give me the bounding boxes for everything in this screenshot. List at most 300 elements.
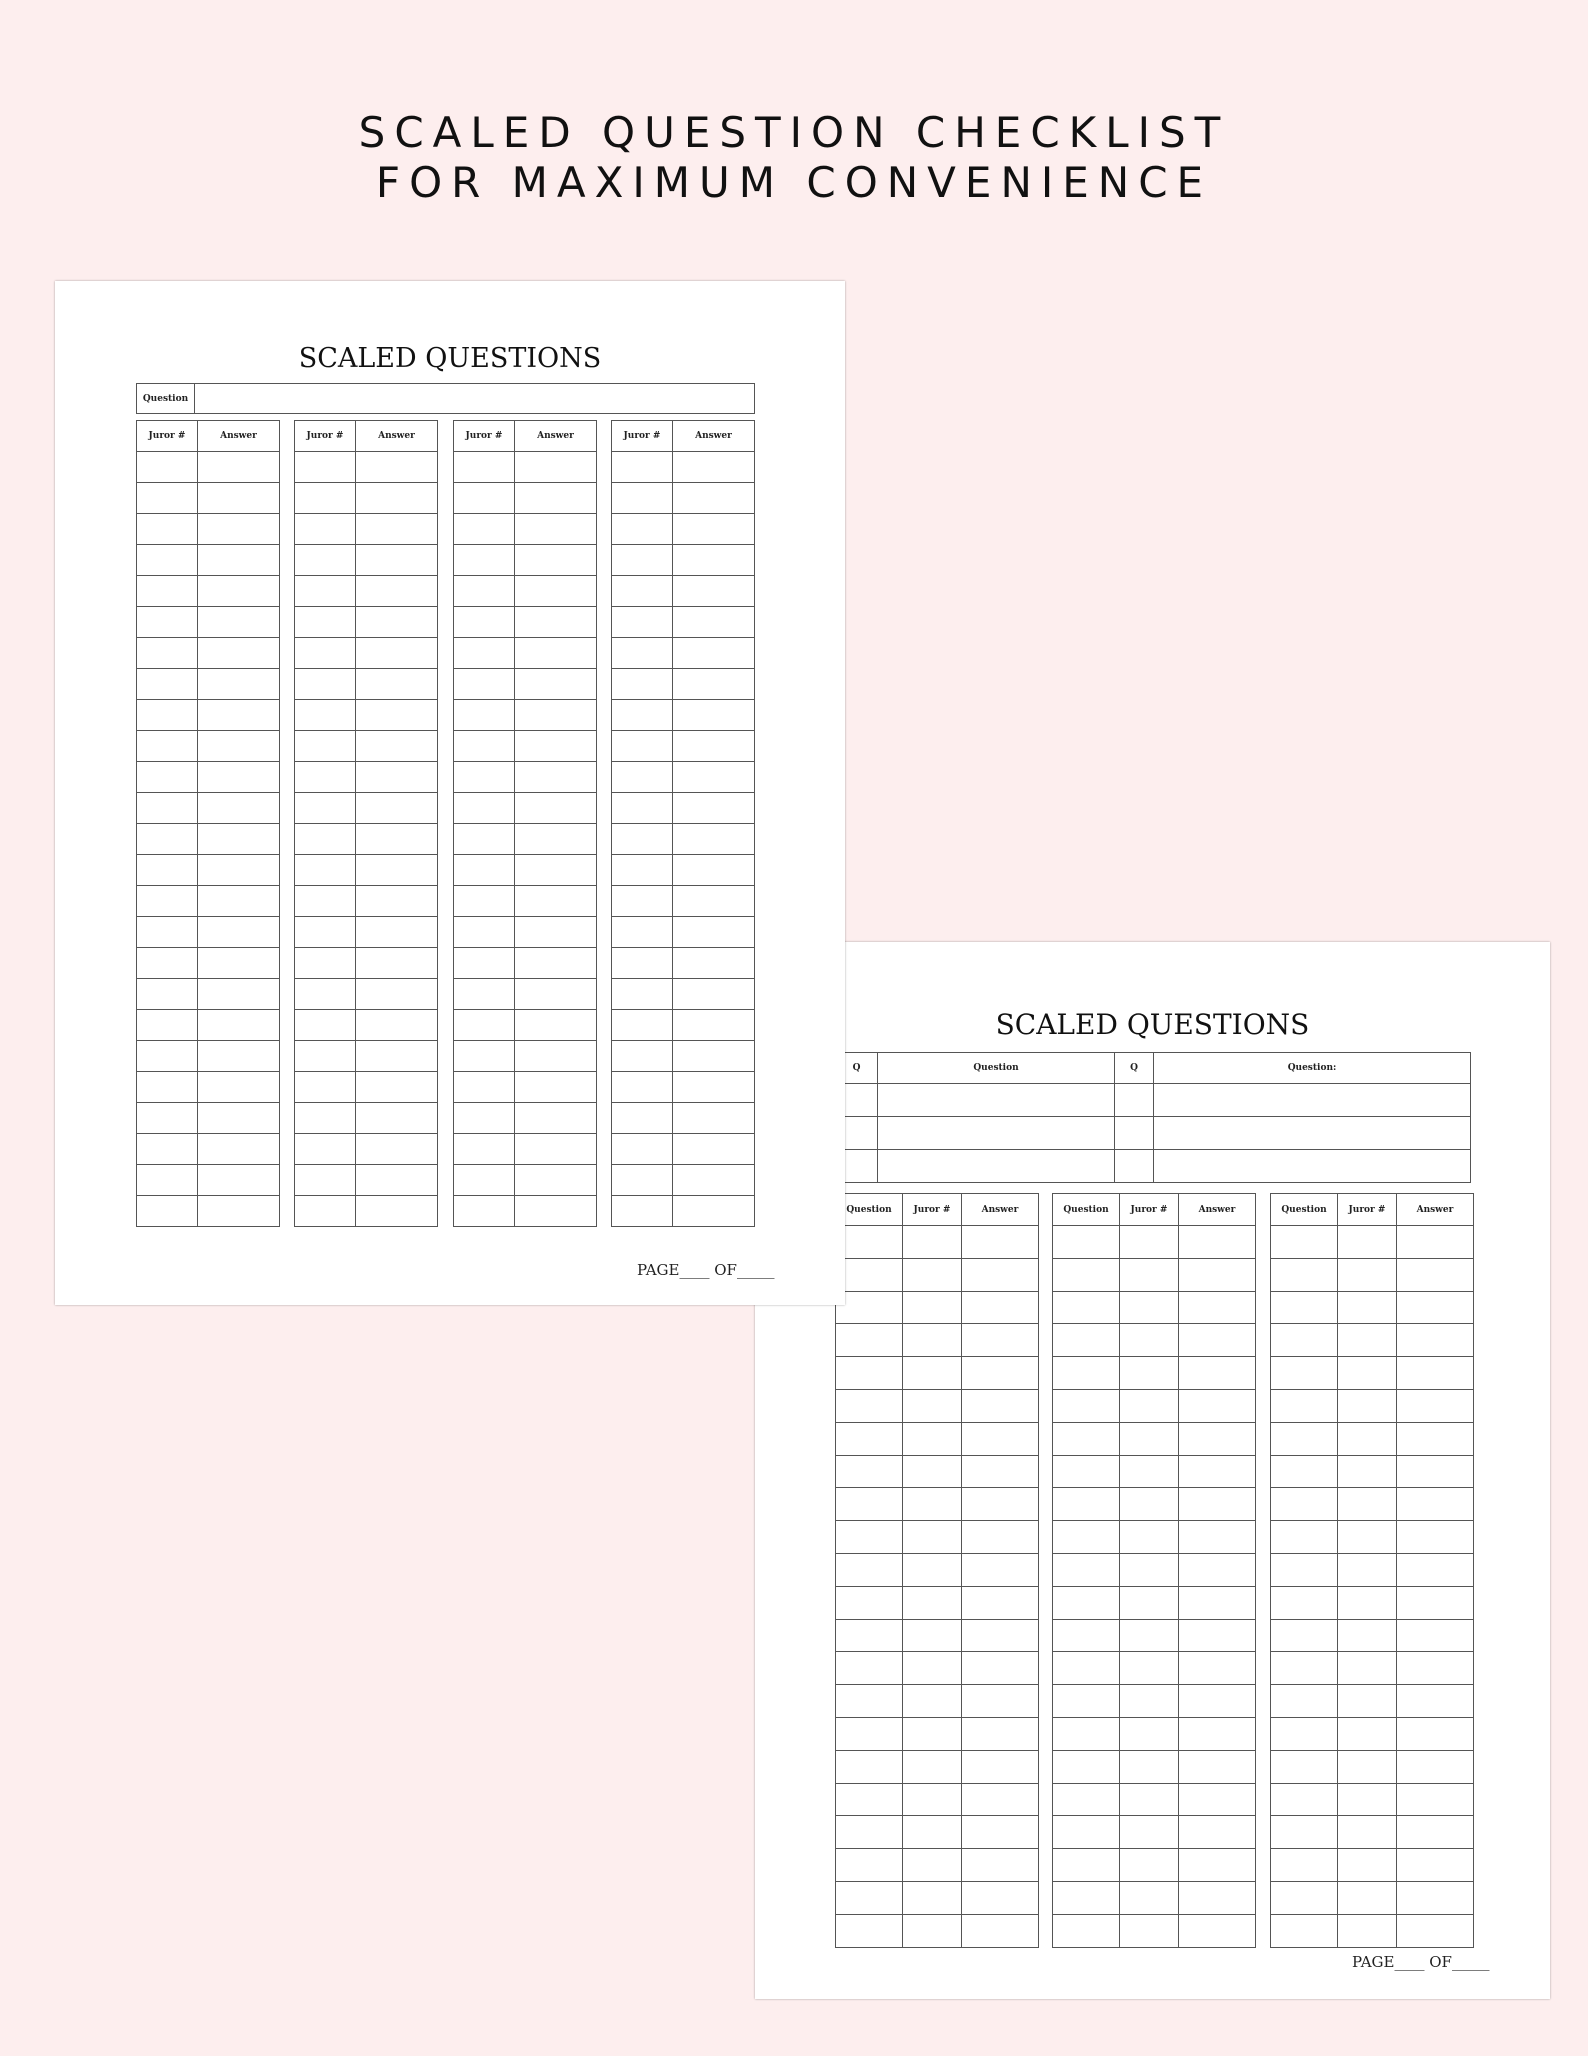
- entry-cell[interactable]: [198, 886, 280, 917]
- question-cell[interactable]: [1154, 1117, 1471, 1150]
- entry-cell[interactable]: [1120, 1455, 1179, 1488]
- entry-cell[interactable]: [962, 1488, 1039, 1521]
- entry-cell[interactable]: [836, 1455, 903, 1488]
- entry-cell[interactable]: [612, 483, 673, 514]
- entry-cell[interactable]: [1179, 1455, 1256, 1488]
- entry-cell[interactable]: [1179, 1226, 1256, 1259]
- entry-cell[interactable]: [1053, 1553, 1120, 1586]
- entry-cell[interactable]: [454, 855, 515, 886]
- entry-cell[interactable]: [903, 1324, 962, 1357]
- entry-cell[interactable]: [515, 638, 597, 669]
- entry-cell[interactable]: [673, 1072, 755, 1103]
- entry-cell[interactable]: [295, 824, 356, 855]
- entry-cell[interactable]: [198, 638, 280, 669]
- entry-cell[interactable]: [515, 576, 597, 607]
- entry-cell[interactable]: [295, 855, 356, 886]
- entry-cell[interactable]: [454, 1134, 515, 1165]
- entry-cell[interactable]: [295, 638, 356, 669]
- entry-cell[interactable]: [673, 700, 755, 731]
- entry-cell[interactable]: [1271, 1914, 1338, 1947]
- entry-cell[interactable]: [356, 638, 438, 669]
- entry-cell[interactable]: [515, 948, 597, 979]
- entry-cell[interactable]: [836, 1816, 903, 1849]
- entry-cell[interactable]: [962, 1685, 1039, 1718]
- entry-cell[interactable]: [515, 1041, 597, 1072]
- entry-cell[interactable]: [356, 576, 438, 607]
- entry-cell[interactable]: [295, 917, 356, 948]
- entry-cell[interactable]: [962, 1553, 1039, 1586]
- entry-cell[interactable]: [1271, 1422, 1338, 1455]
- entry-cell[interactable]: [356, 793, 438, 824]
- entry-cell[interactable]: [137, 793, 198, 824]
- entry-cell[interactable]: [903, 1652, 962, 1685]
- entry-cell[interactable]: [454, 762, 515, 793]
- entry-cell[interactable]: [673, 1010, 755, 1041]
- entry-cell[interactable]: [454, 669, 515, 700]
- entry-cell[interactable]: [295, 514, 356, 545]
- entry-cell[interactable]: [137, 483, 198, 514]
- entry-cell[interactable]: [356, 483, 438, 514]
- entry-cell[interactable]: [1053, 1455, 1120, 1488]
- entry-cell[interactable]: [903, 1291, 962, 1324]
- entry-cell[interactable]: [356, 700, 438, 731]
- entry-cell[interactable]: [1179, 1422, 1256, 1455]
- entry-cell[interactable]: [1338, 1324, 1397, 1357]
- entry-cell[interactable]: [1338, 1521, 1397, 1554]
- entry-cell[interactable]: [612, 1196, 673, 1227]
- entry-cell[interactable]: [295, 1165, 356, 1196]
- entry-cell[interactable]: [612, 824, 673, 855]
- entry-cell[interactable]: [137, 948, 198, 979]
- entry-cell[interactable]: [137, 824, 198, 855]
- entry-cell[interactable]: [673, 824, 755, 855]
- entry-cell[interactable]: [612, 452, 673, 483]
- entry-cell[interactable]: [515, 607, 597, 638]
- entry-cell[interactable]: [962, 1324, 1039, 1357]
- entry-cell[interactable]: [137, 452, 198, 483]
- entry-cell[interactable]: [515, 1134, 597, 1165]
- entry-cell[interactable]: [1271, 1783, 1338, 1816]
- entry-cell[interactable]: [198, 793, 280, 824]
- entry-cell[interactable]: [1338, 1685, 1397, 1718]
- entry-cell[interactable]: [673, 793, 755, 824]
- entry-cell[interactable]: [356, 948, 438, 979]
- entry-cell[interactable]: [137, 700, 198, 731]
- entry-cell[interactable]: [1338, 1586, 1397, 1619]
- entry-cell[interactable]: [903, 1750, 962, 1783]
- entry-cell[interactable]: [1120, 1816, 1179, 1849]
- entry-cell[interactable]: [137, 917, 198, 948]
- entry-cell[interactable]: [1338, 1226, 1397, 1259]
- entry-cell[interactable]: [1053, 1881, 1120, 1914]
- entry-cell[interactable]: [515, 855, 597, 886]
- entry-cell[interactable]: [454, 452, 515, 483]
- entry-cell[interactable]: [962, 1357, 1039, 1390]
- entry-cell[interactable]: [295, 979, 356, 1010]
- entry-cell[interactable]: [137, 545, 198, 576]
- entry-cell[interactable]: [198, 1041, 280, 1072]
- entry-cell[interactable]: [1397, 1586, 1474, 1619]
- entry-cell[interactable]: [836, 1586, 903, 1619]
- entry-cell[interactable]: [137, 1134, 198, 1165]
- entry-cell[interactable]: [903, 1586, 962, 1619]
- entry-cell[interactable]: [962, 1750, 1039, 1783]
- entry-cell[interactable]: [356, 824, 438, 855]
- entry-cell[interactable]: [1120, 1324, 1179, 1357]
- entry-cell[interactable]: [515, 483, 597, 514]
- entry-cell[interactable]: [515, 1165, 597, 1196]
- entry-cell[interactable]: [454, 545, 515, 576]
- entry-cell[interactable]: [1397, 1357, 1474, 1390]
- entry-cell[interactable]: [1120, 1685, 1179, 1718]
- entry-cell[interactable]: [1053, 1389, 1120, 1422]
- entry-cell[interactable]: [903, 1783, 962, 1816]
- entry-cell[interactable]: [295, 1010, 356, 1041]
- entry-cell[interactable]: [454, 576, 515, 607]
- entry-cell[interactable]: [673, 1196, 755, 1227]
- entry-cell[interactable]: [1338, 1291, 1397, 1324]
- entry-cell[interactable]: [515, 762, 597, 793]
- entry-cell[interactable]: [515, 731, 597, 762]
- entry-cell[interactable]: [454, 638, 515, 669]
- entry-cell[interactable]: [295, 731, 356, 762]
- entry-cell[interactable]: [1120, 1783, 1179, 1816]
- entry-cell[interactable]: [295, 793, 356, 824]
- entry-cell[interactable]: [295, 607, 356, 638]
- entry-cell[interactable]: [1271, 1881, 1338, 1914]
- entry-cell[interactable]: [515, 700, 597, 731]
- entry-cell[interactable]: [1053, 1816, 1120, 1849]
- entry-cell[interactable]: [1053, 1783, 1120, 1816]
- entry-cell[interactable]: [1179, 1258, 1256, 1291]
- entry-cell[interactable]: [137, 1041, 198, 1072]
- entry-cell[interactable]: [137, 762, 198, 793]
- entry-cell[interactable]: [295, 545, 356, 576]
- entry-cell[interactable]: [137, 855, 198, 886]
- entry-cell[interactable]: [962, 1783, 1039, 1816]
- entry-cell[interactable]: [612, 669, 673, 700]
- entry-cell[interactable]: [454, 886, 515, 917]
- question-cell[interactable]: [878, 1150, 1115, 1183]
- entry-cell[interactable]: [198, 452, 280, 483]
- question-cell[interactable]: [1154, 1150, 1471, 1183]
- entry-cell[interactable]: [295, 700, 356, 731]
- entry-cell[interactable]: [295, 1196, 356, 1227]
- entry-cell[interactable]: [1120, 1258, 1179, 1291]
- entry-cell[interactable]: [198, 1165, 280, 1196]
- entry-cell[interactable]: [1053, 1652, 1120, 1685]
- entry-cell[interactable]: [1179, 1619, 1256, 1652]
- entry-cell[interactable]: [1397, 1685, 1474, 1718]
- entry-cell[interactable]: [1271, 1553, 1338, 1586]
- entry-cell[interactable]: [1120, 1586, 1179, 1619]
- entry-cell[interactable]: [673, 607, 755, 638]
- entry-cell[interactable]: [198, 948, 280, 979]
- entry-cell[interactable]: [1053, 1521, 1120, 1554]
- entry-cell[interactable]: [1397, 1226, 1474, 1259]
- entry-cell[interactable]: [356, 855, 438, 886]
- entry-cell[interactable]: [673, 855, 755, 886]
- entry-cell[interactable]: [356, 979, 438, 1010]
- entry-cell[interactable]: [1179, 1521, 1256, 1554]
- entry-cell[interactable]: [1338, 1750, 1397, 1783]
- entry-cell[interactable]: [198, 1010, 280, 1041]
- entry-cell[interactable]: [198, 731, 280, 762]
- entry-cell[interactable]: [1271, 1717, 1338, 1750]
- entry-cell[interactable]: [612, 1103, 673, 1134]
- entry-cell[interactable]: [1397, 1750, 1474, 1783]
- entry-cell[interactable]: [1179, 1553, 1256, 1586]
- entry-cell[interactable]: [198, 1072, 280, 1103]
- entry-cell[interactable]: [515, 979, 597, 1010]
- entry-cell[interactable]: [836, 1849, 903, 1882]
- entry-cell[interactable]: [1053, 1324, 1120, 1357]
- entry-cell[interactable]: [1120, 1881, 1179, 1914]
- entry-cell[interactable]: [1338, 1455, 1397, 1488]
- entry-cell[interactable]: [454, 1041, 515, 1072]
- entry-cell[interactable]: [612, 576, 673, 607]
- entry-cell[interactable]: [962, 1389, 1039, 1422]
- entry-cell[interactable]: [1338, 1816, 1397, 1849]
- entry-cell[interactable]: [356, 1165, 438, 1196]
- entry-cell[interactable]: [356, 1010, 438, 1041]
- entry-cell[interactable]: [962, 1652, 1039, 1685]
- entry-cell[interactable]: [836, 1881, 903, 1914]
- entry-cell[interactable]: [673, 1041, 755, 1072]
- entry-cell[interactable]: [612, 731, 673, 762]
- entry-cell[interactable]: [1271, 1226, 1338, 1259]
- entry-cell[interactable]: [356, 1196, 438, 1227]
- entry-cell[interactable]: [1179, 1291, 1256, 1324]
- entry-cell[interactable]: [295, 886, 356, 917]
- entry-cell[interactable]: [962, 1586, 1039, 1619]
- entry-cell[interactable]: [836, 1488, 903, 1521]
- entry-cell[interactable]: [1053, 1357, 1120, 1390]
- entry-cell[interactable]: [137, 731, 198, 762]
- entry-cell[interactable]: [612, 855, 673, 886]
- entry-cell[interactable]: [454, 700, 515, 731]
- entry-cell[interactable]: [962, 1717, 1039, 1750]
- entry-cell[interactable]: [1338, 1619, 1397, 1652]
- entry-cell[interactable]: [295, 483, 356, 514]
- entry-cell[interactable]: [137, 1010, 198, 1041]
- entry-cell[interactable]: [1120, 1291, 1179, 1324]
- entry-cell[interactable]: [1120, 1750, 1179, 1783]
- entry-cell[interactable]: [1053, 1291, 1120, 1324]
- entry-cell[interactable]: [515, 1072, 597, 1103]
- entry-cell[interactable]: [454, 1103, 515, 1134]
- entry-cell[interactable]: [295, 762, 356, 793]
- entry-cell[interactable]: [454, 1196, 515, 1227]
- entry-cell[interactable]: [612, 886, 673, 917]
- entry-cell[interactable]: [1120, 1422, 1179, 1455]
- entry-cell[interactable]: [1179, 1586, 1256, 1619]
- entry-cell[interactable]: [903, 1685, 962, 1718]
- entry-cell[interactable]: [1179, 1652, 1256, 1685]
- entry-cell[interactable]: [836, 1685, 903, 1718]
- entry-cell[interactable]: [1397, 1783, 1474, 1816]
- entry-cell[interactable]: [1397, 1389, 1474, 1422]
- entry-cell[interactable]: [198, 979, 280, 1010]
- entry-cell[interactable]: [515, 514, 597, 545]
- entry-cell[interactable]: [198, 514, 280, 545]
- entry-cell[interactable]: [1397, 1849, 1474, 1882]
- entry-cell[interactable]: [1338, 1783, 1397, 1816]
- entry-cell[interactable]: [295, 1103, 356, 1134]
- entry-cell[interactable]: [1271, 1258, 1338, 1291]
- entry-cell[interactable]: [1397, 1488, 1474, 1521]
- entry-cell[interactable]: [1179, 1685, 1256, 1718]
- entry-cell[interactable]: [903, 1226, 962, 1259]
- entry-cell[interactable]: [903, 1455, 962, 1488]
- entry-cell[interactable]: [1397, 1553, 1474, 1586]
- entry-cell[interactable]: [454, 483, 515, 514]
- entry-cell[interactable]: [1397, 1881, 1474, 1914]
- entry-cell[interactable]: [198, 762, 280, 793]
- entry-cell[interactable]: [673, 638, 755, 669]
- entry-cell[interactable]: [515, 545, 597, 576]
- entry-cell[interactable]: [1397, 1914, 1474, 1947]
- entry-cell[interactable]: [673, 514, 755, 545]
- entry-cell[interactable]: [836, 1553, 903, 1586]
- entry-cell[interactable]: [1397, 1258, 1474, 1291]
- entry-cell[interactable]: [903, 1816, 962, 1849]
- entry-cell[interactable]: [612, 700, 673, 731]
- entry-cell[interactable]: [836, 1619, 903, 1652]
- entry-cell[interactable]: [962, 1226, 1039, 1259]
- entry-cell[interactable]: [836, 1389, 903, 1422]
- entry-cell[interactable]: [515, 886, 597, 917]
- entry-cell[interactable]: [903, 1849, 962, 1882]
- entry-cell[interactable]: [836, 1422, 903, 1455]
- entry-cell[interactable]: [515, 669, 597, 700]
- entry-cell[interactable]: [673, 452, 755, 483]
- entry-cell[interactable]: [612, 979, 673, 1010]
- entry-cell[interactable]: [1397, 1652, 1474, 1685]
- entry-cell[interactable]: [356, 607, 438, 638]
- q-number-cell[interactable]: [1115, 1150, 1154, 1183]
- entry-cell[interactable]: [1120, 1553, 1179, 1586]
- entry-cell[interactable]: [903, 1881, 962, 1914]
- entry-cell[interactable]: [1397, 1422, 1474, 1455]
- entry-cell[interactable]: [836, 1914, 903, 1947]
- entry-cell[interactable]: [836, 1324, 903, 1357]
- entry-cell[interactable]: [836, 1521, 903, 1554]
- entry-cell[interactable]: [198, 917, 280, 948]
- entry-cell[interactable]: [137, 1072, 198, 1103]
- q-number-cell[interactable]: [1115, 1117, 1154, 1150]
- entry-cell[interactable]: [1271, 1685, 1338, 1718]
- entry-cell[interactable]: [515, 1010, 597, 1041]
- entry-cell[interactable]: [295, 452, 356, 483]
- entry-cell[interactable]: [356, 1072, 438, 1103]
- entry-cell[interactable]: [962, 1914, 1039, 1947]
- entry-cell[interactable]: [198, 1196, 280, 1227]
- entry-cell[interactable]: [962, 1816, 1039, 1849]
- entry-cell[interactable]: [356, 1041, 438, 1072]
- entry-cell[interactable]: [1397, 1619, 1474, 1652]
- entry-cell[interactable]: [673, 483, 755, 514]
- entry-cell[interactable]: [454, 979, 515, 1010]
- entry-cell[interactable]: [356, 731, 438, 762]
- entry-cell[interactable]: [962, 1258, 1039, 1291]
- entry-cell[interactable]: [1271, 1521, 1338, 1554]
- entry-cell[interactable]: [515, 452, 597, 483]
- entry-cell[interactable]: [515, 824, 597, 855]
- entry-cell[interactable]: [454, 1072, 515, 1103]
- entry-cell[interactable]: [836, 1357, 903, 1390]
- entry-cell[interactable]: [137, 607, 198, 638]
- entry-cell[interactable]: [515, 793, 597, 824]
- entry-cell[interactable]: [962, 1849, 1039, 1882]
- question-field[interactable]: [195, 384, 755, 414]
- entry-cell[interactable]: [454, 917, 515, 948]
- entry-cell[interactable]: [1271, 1652, 1338, 1685]
- q-number-cell[interactable]: [1115, 1084, 1154, 1117]
- entry-cell[interactable]: [454, 824, 515, 855]
- entry-cell[interactable]: [515, 917, 597, 948]
- entry-cell[interactable]: [1053, 1226, 1120, 1259]
- entry-cell[interactable]: [454, 731, 515, 762]
- entry-cell[interactable]: [1271, 1849, 1338, 1882]
- entry-cell[interactable]: [137, 1165, 198, 1196]
- entry-cell[interactable]: [137, 979, 198, 1010]
- entry-cell[interactable]: [903, 1553, 962, 1586]
- entry-cell[interactable]: [1179, 1750, 1256, 1783]
- entry-cell[interactable]: [1338, 1258, 1397, 1291]
- entry-cell[interactable]: [1271, 1455, 1338, 1488]
- entry-cell[interactable]: [198, 483, 280, 514]
- entry-cell[interactable]: [1338, 1849, 1397, 1882]
- entry-cell[interactable]: [1338, 1357, 1397, 1390]
- entry-cell[interactable]: [962, 1422, 1039, 1455]
- entry-cell[interactable]: [1053, 1914, 1120, 1947]
- entry-cell[interactable]: [356, 762, 438, 793]
- entry-cell[interactable]: [1053, 1258, 1120, 1291]
- question-cell[interactable]: [878, 1117, 1115, 1150]
- entry-cell[interactable]: [1120, 1226, 1179, 1259]
- entry-cell[interactable]: [1271, 1291, 1338, 1324]
- entry-cell[interactable]: [1271, 1816, 1338, 1849]
- entry-cell[interactable]: [454, 1010, 515, 1041]
- entry-cell[interactable]: [356, 886, 438, 917]
- entry-cell[interactable]: [1053, 1750, 1120, 1783]
- entry-cell[interactable]: [356, 452, 438, 483]
- entry-cell[interactable]: [515, 1196, 597, 1227]
- entry-cell[interactable]: [356, 1134, 438, 1165]
- entry-cell[interactable]: [612, 1165, 673, 1196]
- entry-cell[interactable]: [1053, 1849, 1120, 1882]
- entry-cell[interactable]: [454, 1165, 515, 1196]
- entry-cell[interactable]: [1120, 1357, 1179, 1390]
- entry-cell[interactable]: [295, 576, 356, 607]
- entry-cell[interactable]: [1271, 1488, 1338, 1521]
- entry-cell[interactable]: [198, 607, 280, 638]
- entry-cell[interactable]: [356, 669, 438, 700]
- entry-cell[interactable]: [1397, 1291, 1474, 1324]
- entry-cell[interactable]: [1120, 1652, 1179, 1685]
- entry-cell[interactable]: [1338, 1422, 1397, 1455]
- entry-cell[interactable]: [198, 824, 280, 855]
- entry-cell[interactable]: [454, 607, 515, 638]
- entry-cell[interactable]: [137, 886, 198, 917]
- entry-cell[interactable]: [1120, 1488, 1179, 1521]
- entry-cell[interactable]: [198, 545, 280, 576]
- entry-cell[interactable]: [962, 1455, 1039, 1488]
- entry-cell[interactable]: [137, 576, 198, 607]
- entry-cell[interactable]: [1120, 1389, 1179, 1422]
- entry-cell[interactable]: [903, 1521, 962, 1554]
